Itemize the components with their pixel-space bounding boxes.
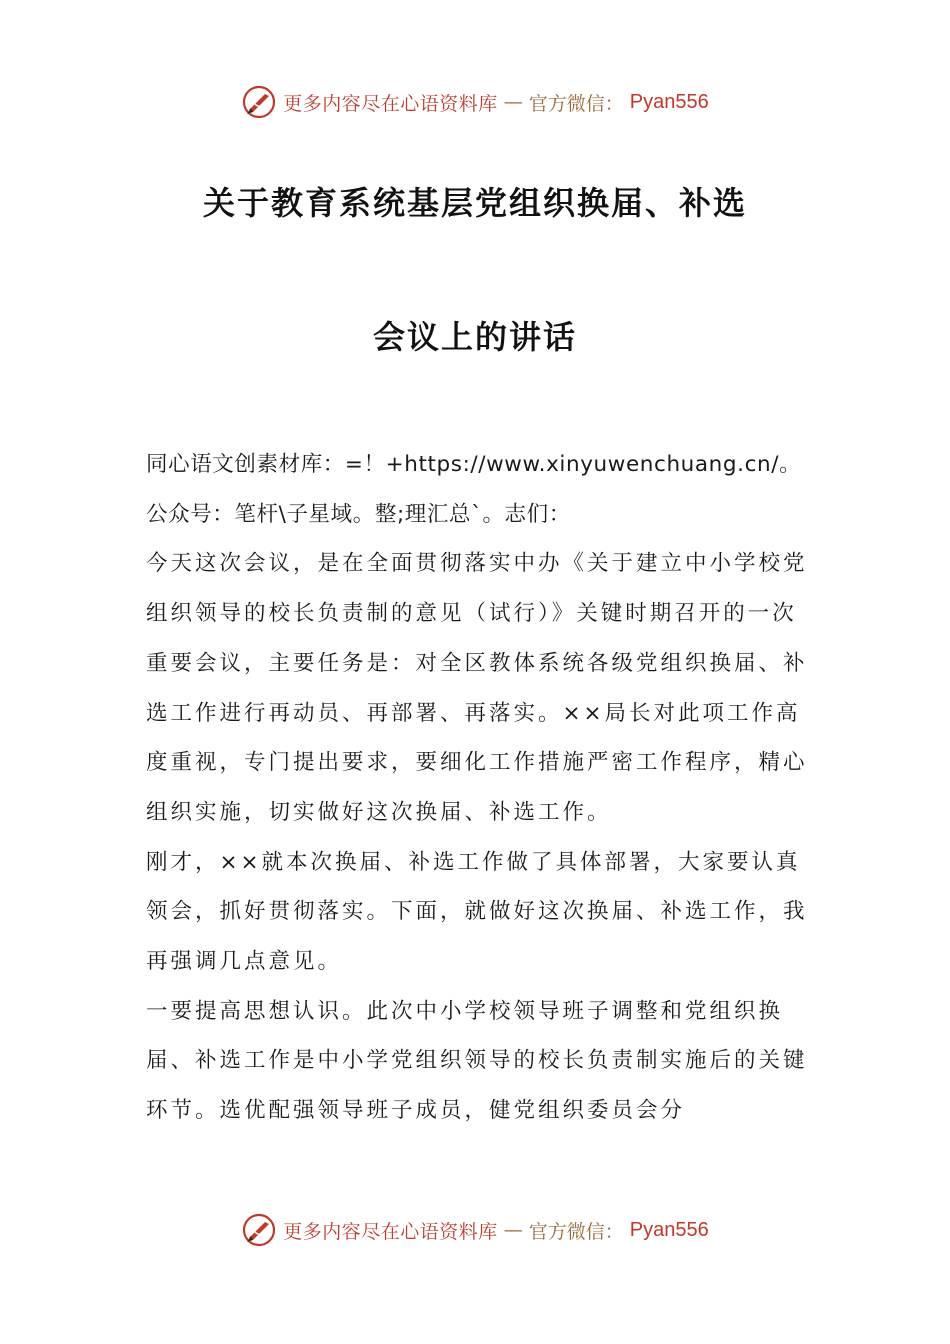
paragraph: 一要提高思想认识。此次中小学校领导班子调整和党组织换届、补选工作是中小学党组织领导的校长负责制实施后的关键环节。选优配强领导班子成员，健党组织委员会分 xyxy=(146,998,808,1124)
watermark-label: 官方微信： xyxy=(528,1220,624,1243)
paragraph-account: 公众号：笔杆\子星域。整;理汇总`。志们： xyxy=(146,501,571,527)
watermark-account: Pyan556 xyxy=(629,90,709,113)
document-title-line-1: 关于教育系统基层党组织换届、补选 xyxy=(202,184,747,222)
pen-logo-icon xyxy=(241,1212,277,1248)
pen-logo-icon xyxy=(241,84,277,120)
watermark-label: 官方微信： xyxy=(528,92,624,115)
document-title-line-2: 会议上的讲话 xyxy=(372,318,577,356)
watermark-dash: — xyxy=(503,91,523,113)
watermark-dash: — xyxy=(503,1219,523,1241)
paragraph: 刚才，××就本次换届、补选工作做了具体部署，大家要认真领会，抓好贯彻落实。下面，就做好这次换届、补选工作，我再强调几点意见。 xyxy=(146,849,808,975)
paragraph: 今天这次会议，是在全面贯彻落实中办《关于建立中小学校党组织领导的校长负责制的意见（试行）》关键时期召开的一次重要会议，主要任务是：对全区教体系统各级党组织换届、补选工作进行再动员、再部署、再落实。××局长对此项工作高度重视，专门提出要求，要细化工作措施严密工作程序，精心组织实施，切实做好这次换届、补选工作。 xyxy=(146,551,808,825)
watermark-brand: 更多内容尽在心语资料库 xyxy=(283,92,498,115)
watermark-account: Pyan556 xyxy=(629,1218,709,1241)
header-watermark xyxy=(0,82,950,122)
footer-watermark xyxy=(0,1210,950,1250)
paragraph-source: 同心语文创素材库：=！+https://www.xinyuwenchuang.cn/。 xyxy=(146,452,802,477)
watermark-brand: 更多内容尽在心语资料库 xyxy=(283,1220,498,1243)
document-body xyxy=(146,440,808,1136)
